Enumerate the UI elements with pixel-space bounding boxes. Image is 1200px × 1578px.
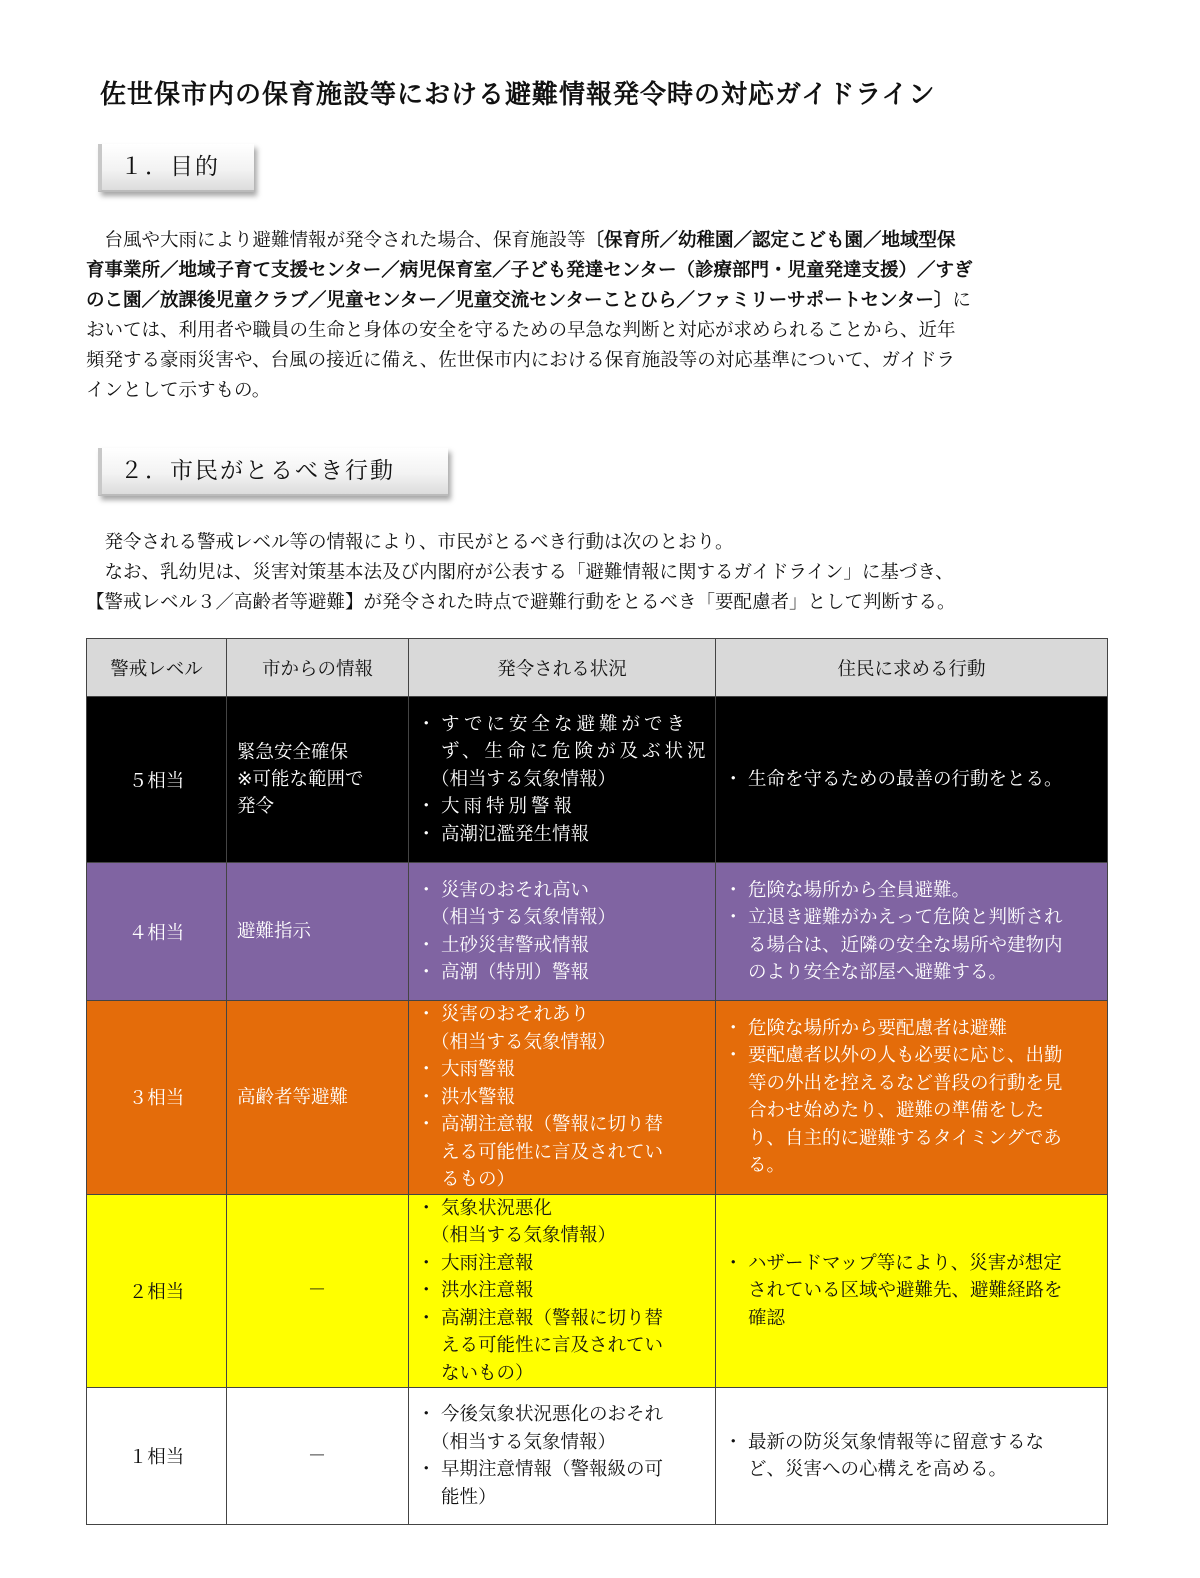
paragraph-line — [86, 226, 1056, 256]
table-header-row — [87, 639, 1108, 697]
weather-info-subheading: （相当する気象情報） — [431, 907, 617, 928]
paragraph-line — [86, 286, 1056, 316]
purpose-paragraph — [86, 226, 1056, 406]
situation-item — [423, 1456, 709, 1511]
situation-cell — [409, 1194, 716, 1388]
paragraph-line: 【警戒レベル３／高齢者等避難】が発令された時点で避難行動をとるべき「要配慮者」として判断する。 — [86, 592, 956, 613]
table-row-level-4 — [87, 863, 1108, 1001]
facility-list-text: のこ園／放課後児童クラブ／児童センター／児童交流センターことひら／ファミリーサポートセンター〕 — [86, 290, 953, 311]
paragraph-line: インとして示すもの。 — [86, 380, 271, 401]
facility-list-text: 〔保育所／幼稚園／認定こども園／地域型保 — [585, 230, 956, 251]
document-title: 佐世保市内の保育施設等における避難情報発令時の対応ガイドライン — [100, 80, 936, 110]
situation-item: ・ 今後気象状況悪化のおそれ — [423, 1401, 709, 1429]
item-line: されている区域や避難先、避難経路を — [748, 1280, 1063, 1301]
table-row-level-5 — [87, 697, 1108, 863]
situation-item: ・ 大雨注意報 — [423, 1250, 709, 1278]
action-item — [730, 904, 1101, 987]
situation-cell — [409, 697, 716, 863]
info-line: 緊急安全確保 — [237, 742, 349, 763]
item-line: える可能性に言及されてい — [441, 1335, 664, 1356]
alert-level-table — [86, 638, 1108, 1525]
situation-item: ・ 災害のおそれあり — [423, 1001, 709, 1029]
weather-info-subheading: （相当する気象情報） — [431, 768, 617, 790]
action-cell — [716, 1194, 1108, 1388]
level-cell: ３相当 — [87, 1001, 227, 1195]
info-cell: － — [227, 1388, 409, 1525]
item-line: のより安全な部屋へ避難する。 — [748, 962, 1008, 983]
situation-item: ・ 洪水警報 — [423, 1084, 709, 1112]
info-line: ※可能な範囲で — [237, 769, 364, 790]
level-cell: ２相当 — [87, 1194, 227, 1388]
paragraph-line: なお、乳幼児は、災害対策基本法及び内閣府が公表する「避難情報に関するガイドライン」に基づき、 — [86, 562, 954, 583]
situation-item: ・ 大雨特別警報 — [423, 793, 709, 821]
header-resident-action: 住民に求める行動 — [716, 639, 1108, 697]
situation-item — [423, 1305, 709, 1388]
situation-item: ・ 洪水注意報 — [423, 1277, 709, 1305]
level-cell: ５相当 — [87, 697, 227, 863]
item-line: ・ 要配慮者以外の人も必要に応じ、出勤 — [748, 1045, 1063, 1067]
paragraph-line: 発令される警戒レベル等の情報により、市民がとるべき行動は次のとおり。 — [86, 532, 734, 553]
weather-info-subheading: （相当する気象情報） — [431, 1225, 617, 1246]
level-cell: １相当 — [87, 1388, 227, 1525]
info-cell — [227, 697, 409, 863]
action-cell — [716, 863, 1108, 1001]
item-line: ず、生命に危険が及ぶ状況 — [441, 741, 710, 763]
table-row-level-1 — [87, 1388, 1108, 1525]
item-line: ないもの） — [441, 1362, 534, 1384]
header-situation: 発令される状況 — [409, 639, 716, 697]
section-heading-purpose: １．目的 — [98, 144, 254, 192]
info-cell: 高齢者等避難 — [227, 1001, 409, 1195]
item-line: 確認 — [748, 1307, 786, 1329]
action-item — [730, 1042, 1101, 1180]
action-item: ・ 生命を守るための最善の行動をとる。 — [730, 766, 1101, 794]
item-line: ・ 立退き避難がかえって危険と判断され — [748, 907, 1063, 928]
item-line: ・ 早期注意情報（警報級の可 — [441, 1459, 664, 1480]
item-line: り、自主的に避難するタイミングであ — [748, 1127, 1062, 1149]
item-line: ・ 最新の防災気象情報等に留意するな — [748, 1431, 1045, 1453]
item-line: ・ 高潮注意報（警報に切り替 — [441, 1307, 664, 1329]
action-item: ・ 危険な場所から要配慮者は避難 — [730, 1015, 1101, 1043]
info-line: 発令 — [237, 796, 275, 817]
item-line: ・ ハザードマップ等により、災害が想定 — [748, 1252, 1062, 1274]
situation-cell — [409, 1001, 716, 1195]
action-item — [730, 1429, 1101, 1484]
situation-item: ・ 大雨警報 — [423, 1056, 709, 1084]
item-line: るもの） — [441, 1169, 516, 1190]
action-cell — [716, 1001, 1108, 1195]
item-line: る。 — [748, 1155, 786, 1177]
paragraph-line: おいては、利用者や職員の生命と身体の安全を守るための早急な判断と対応が求められることから、近年 — [86, 320, 956, 341]
table-row-level-2 — [87, 1194, 1108, 1388]
info-cell: 避難指示 — [227, 863, 409, 1001]
section-heading-citizen-actions: ２．市民がとるべき行動 — [98, 448, 448, 496]
item-line: ・ すでに安全な避難ができ — [441, 713, 690, 735]
situation-cell — [409, 1388, 716, 1525]
item-line: 合わせ始めたり、避難の準備をした — [748, 1100, 1045, 1122]
situation-item: ・ 高潮氾濫発生情報 — [423, 821, 709, 849]
table-row-level-3 — [87, 1001, 1108, 1195]
action-cell — [716, 1388, 1108, 1525]
header-city-info: 市からの情報 — [227, 639, 409, 697]
item-line: ・ 高潮注意報（警報に切り替 — [441, 1114, 664, 1135]
situation-item: ・ 土砂災害警戒情報 — [423, 932, 709, 960]
situation-cell — [409, 863, 716, 1001]
level-cell: ４相当 — [87, 863, 227, 1001]
situation-item: ・ 気象状況悪化 — [423, 1195, 709, 1223]
header-alert-level: 警戒レベル — [87, 639, 227, 697]
citizen-actions-paragraph — [86, 528, 1056, 618]
weather-info-subheading: （相当する気象情報） — [431, 1431, 617, 1453]
paragraph-line: 育事業所／地域子育て支援センター／病児保育室／子ども発達センター（診療部門・児童発達支援）／すぎ — [86, 260, 973, 281]
situation-item — [423, 711, 709, 766]
situation-item — [423, 1111, 709, 1194]
situation-item: ・ 災害のおそれ高い — [423, 877, 709, 905]
item-line: る場合は、近隣の安全な場所や建物内 — [748, 934, 1063, 956]
info-cell: － — [227, 1194, 409, 1388]
text-segment: 台風や大雨により避難情報が発令された場合、保育施設等 — [86, 230, 586, 251]
item-line: ど、災害への心構えを高める。 — [748, 1459, 1008, 1480]
weather-info-subheading: （相当する気象情報） — [431, 1031, 617, 1053]
action-item — [730, 1250, 1101, 1333]
paragraph-line: 頻発する豪雨災害や、台風の接近に備え、佐世保市内における保育施設等の対応基準について、ガイドラ — [86, 350, 955, 371]
item-line: 能性） — [441, 1486, 497, 1508]
action-item: ・ 危険な場所から全員避難。 — [730, 877, 1101, 905]
item-line: 等の外出を控えるなど普段の行動を見 — [748, 1072, 1063, 1094]
text-segment: に — [952, 290, 971, 311]
action-cell — [716, 697, 1108, 863]
situation-item: ・ 高潮（特別）警報 — [423, 959, 709, 987]
item-line: える可能性に言及されてい — [441, 1141, 664, 1163]
